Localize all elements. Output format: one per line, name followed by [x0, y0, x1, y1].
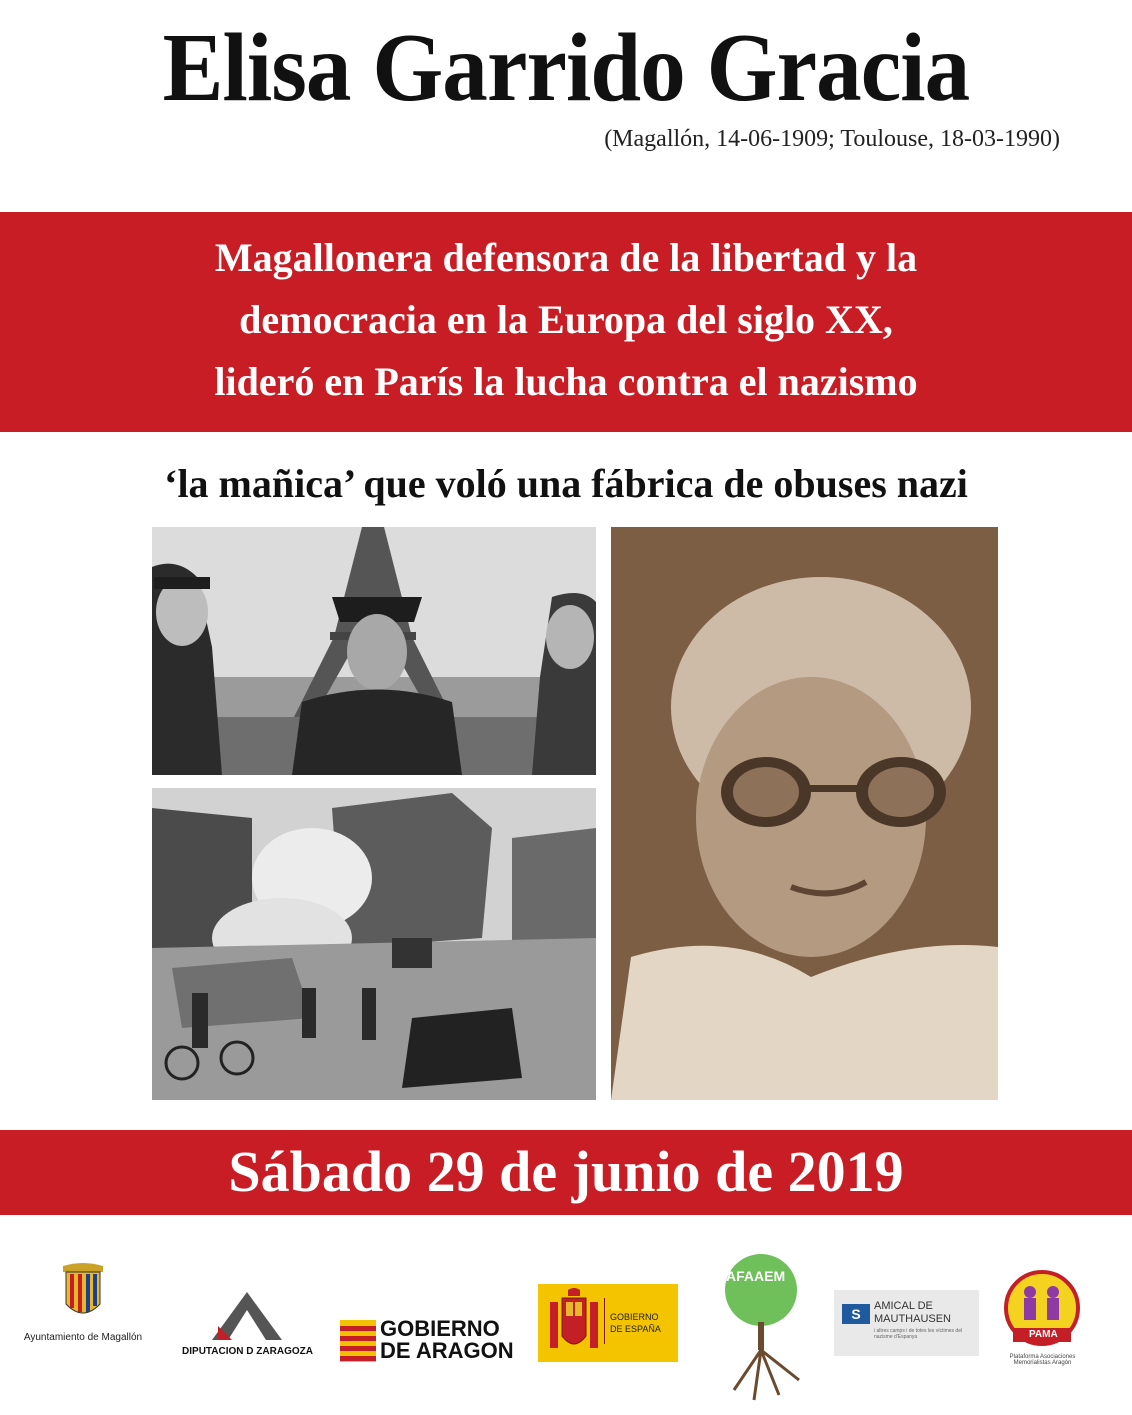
logo-ayuntamiento-magallon: [18, 1262, 148, 1352]
logo-pama-sub: Plataforma Asociaciones Memorialistas Aragón: [1009, 1354, 1076, 1366]
dpz-triangle-icon: [170, 1290, 325, 1342]
event-date: Sábado 29 de junio de 2019: [228, 1139, 904, 1204]
coat-of-arms-icon: [18, 1262, 148, 1324]
page-title: Elisa Garrido Gracia: [162, 14, 970, 122]
logo-amical-line1: AMICAL DE: [874, 1300, 933, 1312]
logo-espana-line1: GOBIERNO: [610, 1312, 659, 1322]
logo-amical-sub: i altres camps i de totes les víctimes del nazisme d'Espanya: [874, 1328, 963, 1340]
logo-afaaem-label: AFAAEM: [726, 1268, 786, 1284]
photo-bombed-street: [152, 788, 596, 1100]
event-date-banner: [0, 1130, 1132, 1215]
logo-espana-line2: DE ESPAÑA: [610, 1324, 661, 1334]
portrait-elisa-garrido: [611, 527, 998, 1100]
headline-banner: [0, 212, 1132, 432]
logo-amical-mauthausen: [834, 1290, 979, 1356]
headline-line-1: Magallonera defensora de la libertad y la: [214, 235, 918, 280]
logo-pama-label: PAMA: [1029, 1329, 1058, 1340]
logo-gobierno-espana: [538, 1284, 678, 1362]
headline-line-2: democracia en la Europa del siglo XX,: [239, 297, 893, 342]
logo-gobierno-aragon: [340, 1318, 525, 1364]
birth-death-dates: (Magallón, 14-06-1909; Toulouse, 18-03-1990): [604, 126, 1060, 152]
logo-afaaem: [704, 1250, 819, 1410]
logo-aragon-line1: GOBIERNO: [380, 1316, 500, 1341]
logo-diputacion-zaragoza: [170, 1290, 325, 1370]
spain-coat-of-arms-icon: [546, 1288, 602, 1358]
logo-amical-line2: MAUTHAUSEN: [874, 1313, 952, 1325]
logo-magallon-label: Ayuntamiento de Magallón: [23, 1332, 143, 1343]
photo-eiffel-tower-officers: [152, 527, 596, 775]
logo-aragon-line2: DE ARAGON: [380, 1338, 514, 1363]
headline-line-3: lideró en París la lucha contra el nazismo: [214, 359, 918, 404]
logo-dpz-label: DIPUTACION D ZARAGOZA: [182, 1346, 313, 1357]
subtitle: ‘la mañica’ que voló una fábrica de obuses nazi: [164, 461, 968, 506]
pama-people-circle-icon: [995, 1268, 1090, 1353]
logo-pama: [995, 1268, 1090, 1378]
aragon-flag-icon: [340, 1320, 376, 1362]
mauthausen-s-icon: S: [842, 1304, 870, 1324]
